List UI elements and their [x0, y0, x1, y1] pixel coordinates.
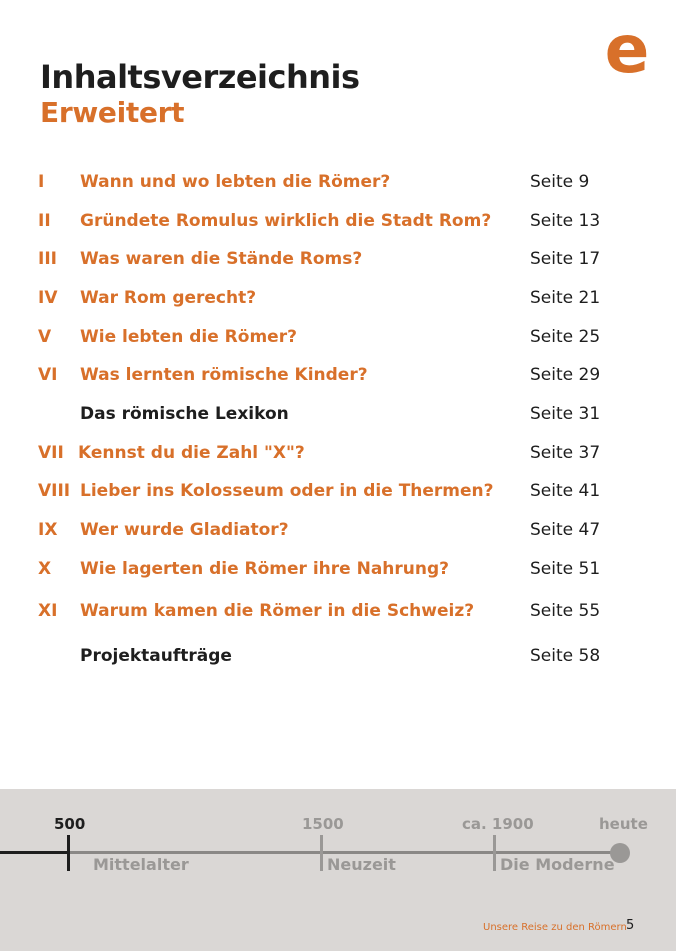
toc-page: Seite 31: [530, 404, 601, 424]
toc-row[interactable]: [0, 207, 676, 235]
toc-row[interactable]: [0, 323, 676, 351]
toc-page: Seite 37: [530, 443, 601, 463]
toc-label: Wie lagerten die Römer ihre Nahrung?: [80, 559, 450, 579]
toc-page: Seite 47: [530, 520, 601, 540]
toc-number: VI: [38, 365, 58, 385]
toc-number: VIII: [38, 481, 71, 501]
toc-label: War Rom gerecht?: [80, 288, 257, 308]
toc-label: Warum kamen die Römer in die Schweiz?: [80, 601, 475, 621]
timeline-line: [0, 851, 620, 854]
toc-number: I: [38, 172, 45, 192]
toc-row[interactable]: [0, 597, 676, 625]
toc-label: Das römische Lexikon: [80, 404, 289, 424]
toc-page: Seite 25: [530, 327, 601, 347]
toc-label: Gründete Romulus wirklich die Stadt Rom?: [80, 211, 492, 231]
timeline-era: Neuzeit: [327, 855, 396, 874]
timeline-line-past: [0, 851, 68, 854]
timeline-era: Die Moderne: [500, 855, 615, 874]
toc-number: III: [38, 249, 57, 269]
toc-page: Seite 21: [530, 288, 601, 308]
toc-page: Seite 9: [530, 172, 590, 192]
toc-label: Was waren die Stände Roms?: [80, 249, 363, 269]
timeline-year: ca. 1900: [462, 815, 534, 833]
timeline-tick-500: [67, 835, 70, 871]
toc-row[interactable]: [0, 400, 676, 428]
toc-label: Wann und wo lebten die Römer?: [80, 172, 391, 192]
toc-page: Seite 41: [530, 481, 601, 501]
timeline-year: 500: [54, 815, 86, 833]
toc-number: IX: [38, 520, 58, 540]
toc-row[interactable]: [0, 284, 676, 312]
page-title: Inhaltsverzeichnis: [40, 58, 360, 96]
toc-page: Seite 58: [530, 646, 601, 666]
brand-logo: e: [604, 11, 650, 88]
toc-label: Projektaufträge: [80, 646, 232, 666]
toc-page: Seite 29: [530, 365, 601, 385]
toc-row[interactable]: [0, 361, 676, 389]
timeline-year: 1500: [302, 815, 344, 833]
toc-row[interactable]: [0, 168, 676, 196]
footer-text: Unsere Reise zu den Römern: [483, 922, 627, 933]
toc-page: Seite 51: [530, 559, 601, 579]
page-subtitle: Erweitert: [40, 96, 185, 129]
toc-number: II: [38, 211, 51, 231]
timeline-tick-1500: [320, 835, 323, 871]
toc-label: Kennst du die Zahl "X"?: [78, 443, 305, 463]
toc-row[interactable]: [0, 555, 676, 583]
toc-number: VII: [38, 443, 64, 463]
toc-row[interactable]: [0, 439, 676, 467]
toc-number: X: [38, 559, 52, 579]
toc-label: Wie lebten die Römer?: [80, 327, 297, 347]
toc-number: XI: [38, 601, 58, 621]
toc-row[interactable]: [0, 245, 676, 273]
toc-label: Wer wurde Gladiator?: [80, 520, 289, 540]
toc-page: Seite 13: [530, 211, 601, 231]
toc-row[interactable]: [0, 477, 676, 505]
page-number: 5: [626, 918, 635, 933]
toc-row[interactable]: [0, 642, 676, 670]
toc-label: Lieber ins Kolosseum oder in die Thermen?: [80, 481, 494, 501]
timeline-era: Mittelalter: [93, 855, 189, 874]
timeline-tick-1900: [493, 835, 496, 871]
toc-label: Was lernten römische Kinder?: [80, 365, 368, 385]
timeline-year: heute: [599, 815, 648, 833]
toc-number: V: [38, 327, 52, 347]
toc-page: Seite 17: [530, 249, 601, 269]
toc-page: Seite 55: [530, 601, 601, 621]
toc-row[interactable]: [0, 516, 676, 544]
toc-number: IV: [38, 288, 58, 308]
